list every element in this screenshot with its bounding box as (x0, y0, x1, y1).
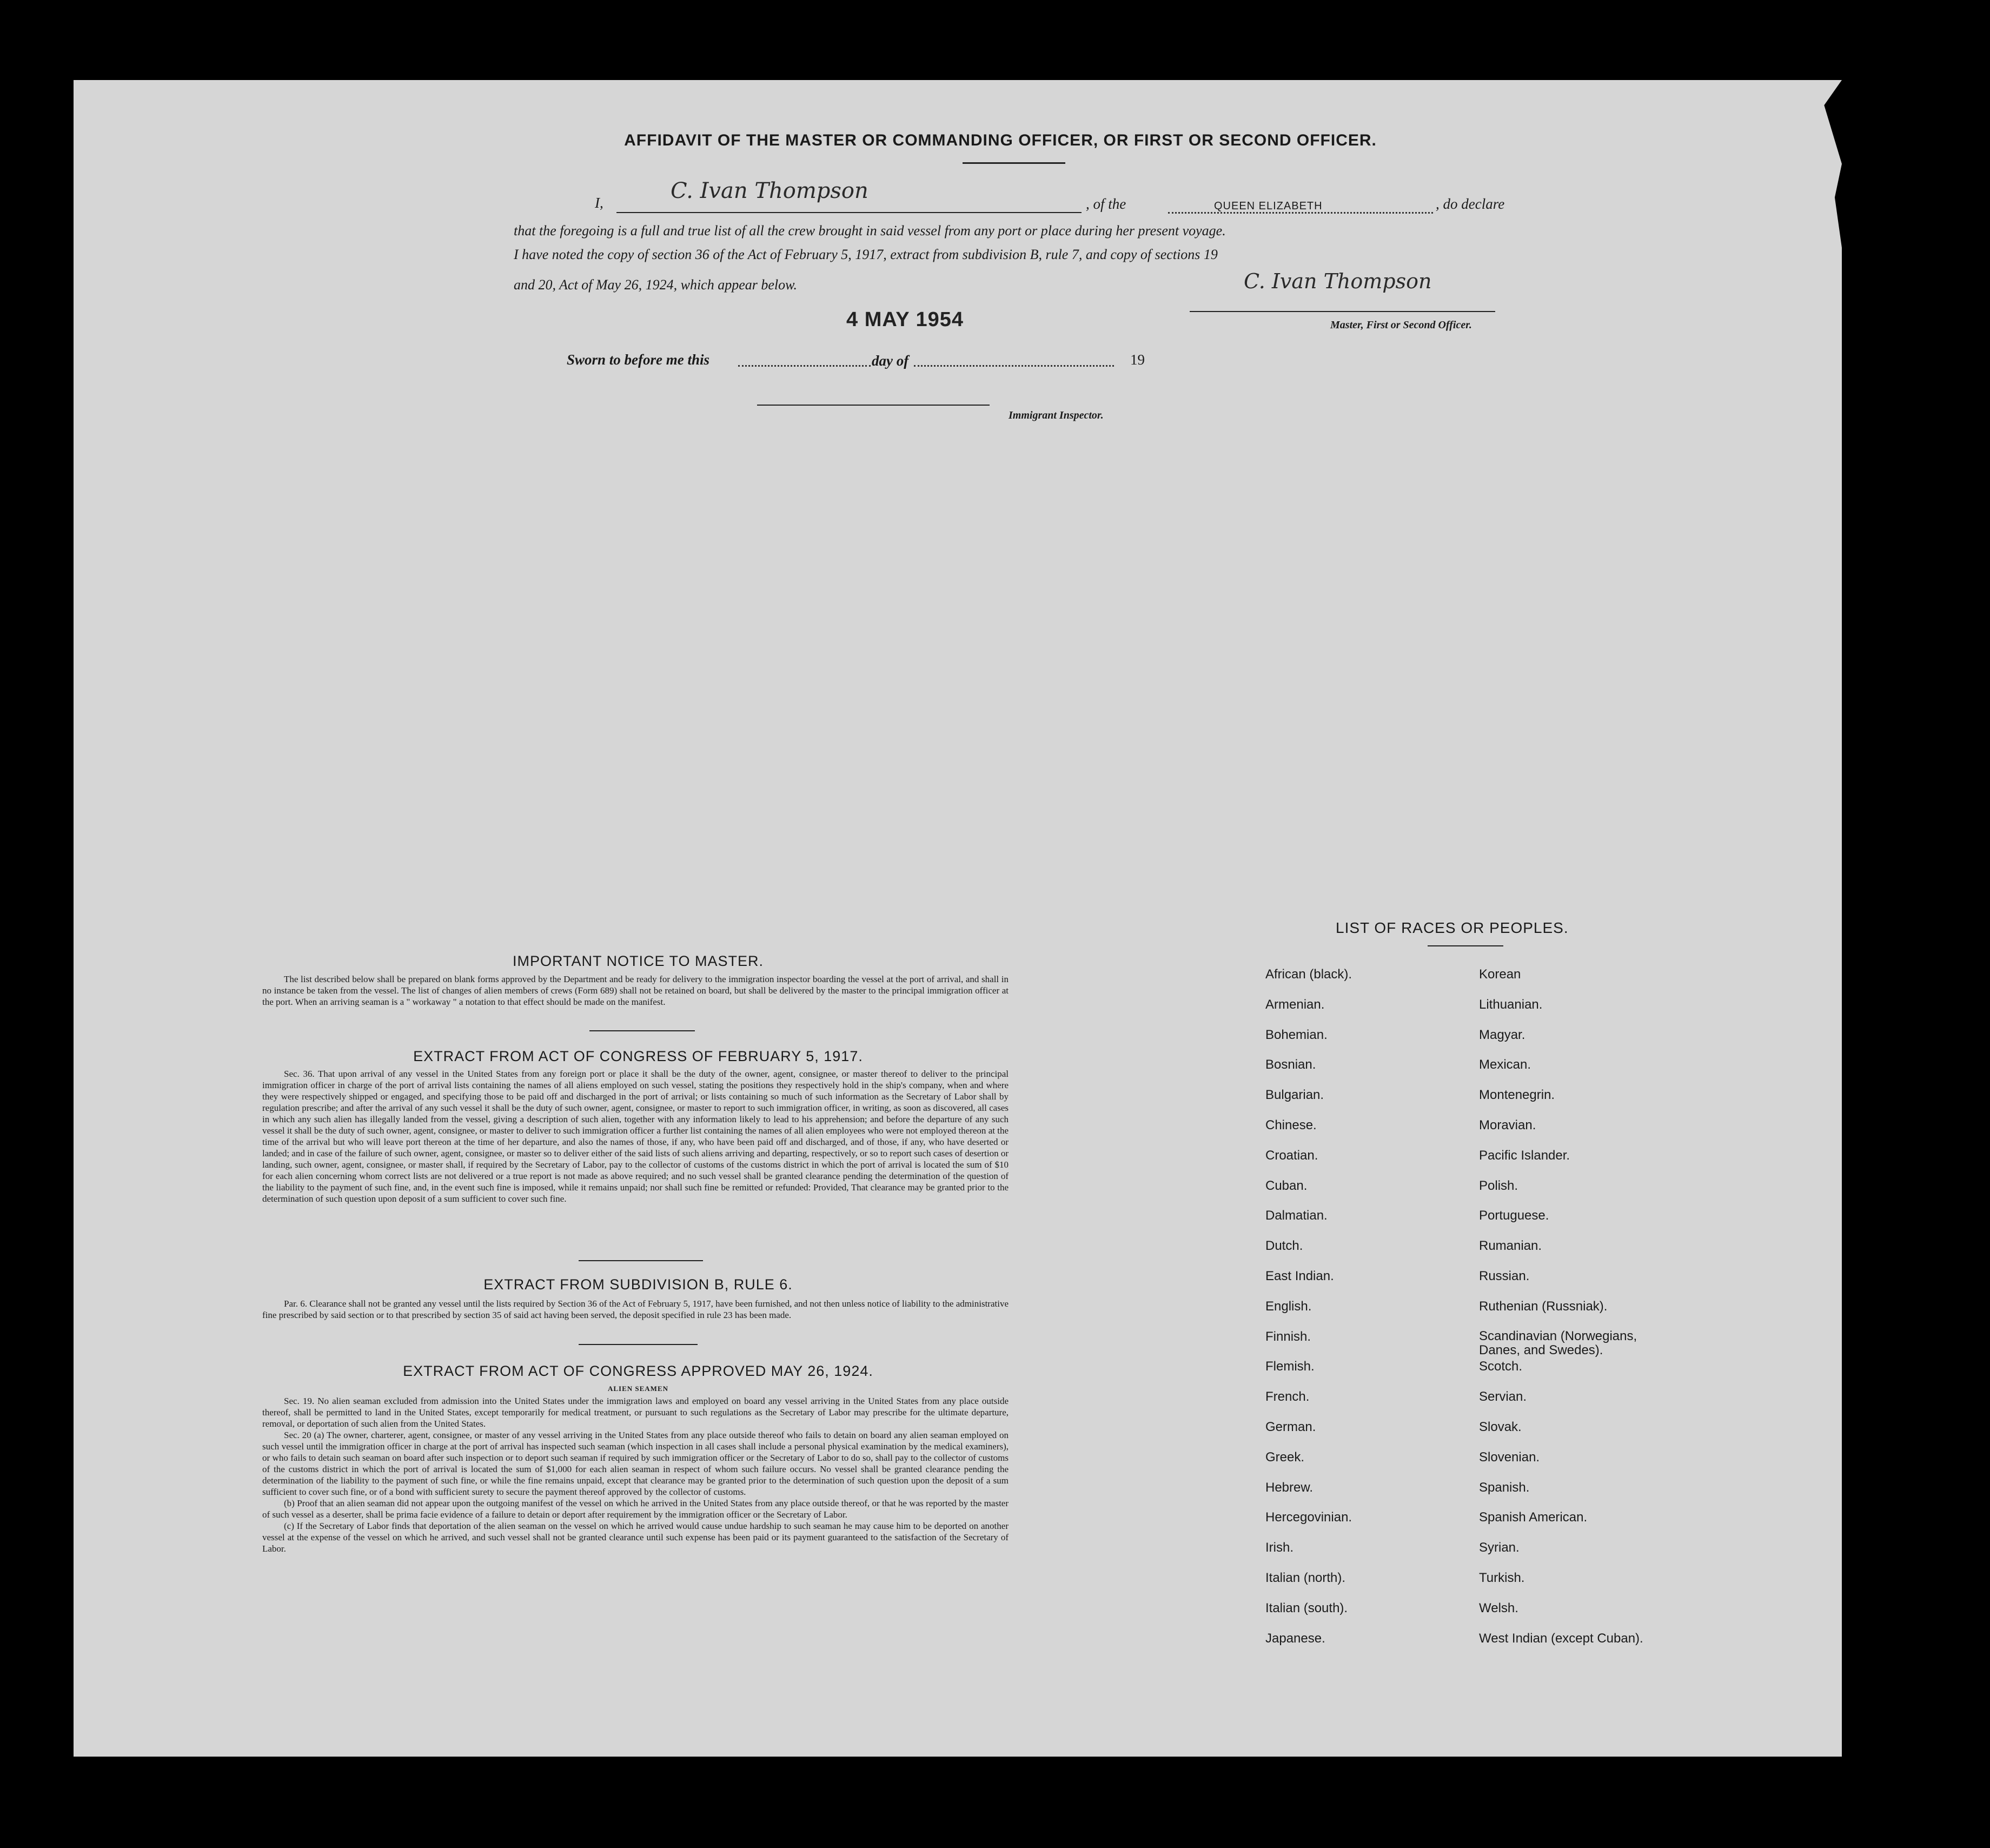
race-item-left: German. (1265, 1420, 1316, 1434)
affidavit-body-line-2: that the foregoing is a full and true list of all the crew brought in said vessel from any port or place during her present voyage. (514, 223, 1226, 239)
race-item-left: Dutch. (1265, 1238, 1303, 1254)
divider (589, 1030, 695, 1031)
notice-body (262, 973, 1009, 1008)
race-item-right: Montenegrin. (1479, 1088, 1555, 1103)
declarant-line (616, 212, 1082, 213)
divider (579, 1344, 698, 1345)
race-item-right: Servian. (1479, 1389, 1527, 1405)
race-item-left: Bulgarian. (1265, 1088, 1324, 1103)
day-of-label: day of (872, 353, 909, 369)
date-stamp: 4 MAY 1954 (846, 308, 964, 331)
year-prefix: 19 (1130, 352, 1145, 368)
punch-hole (1874, 328, 1902, 356)
race-item-left: Croatian. (1265, 1148, 1318, 1163)
race-item-left: Greek. (1265, 1449, 1305, 1465)
races-title: LIST OF RACES OR PEOPLES. (1336, 919, 1569, 936)
race-item-right: Moravian. (1479, 1118, 1536, 1132)
vessel-line (1168, 212, 1433, 214)
race-item-right: Pacific Islander. (1479, 1148, 1570, 1163)
race-item-right: Mexican. (1479, 1057, 1531, 1072)
notice-title: IMPORTANT NOTICE TO MASTER. (512, 953, 764, 969)
race-item-right: Spanish American. (1479, 1510, 1588, 1525)
race-item-right: Portuguese. (1479, 1208, 1549, 1223)
race-item-left: Armenian. (1265, 997, 1325, 1012)
race-item-right: Syrian. (1479, 1540, 1520, 1555)
vessel-name: QUEEN ELIZABETH (1214, 200, 1323, 212)
race-item-right: Turkish. (1479, 1571, 1525, 1585)
race-item-right: Scandinavian (Norwegians, Danes, and Swedes). (1479, 1328, 1637, 1357)
punch-hole (1874, 1318, 1902, 1346)
race-item-left: Japanese. (1265, 1631, 1325, 1646)
race-item-right: Welsh. (1479, 1600, 1518, 1615)
affidavit-title: AFFIDAVIT OF THE MASTER OR COMMANDING OFFICER, OR FIRST OR SECOND OFFICER. (624, 131, 1377, 149)
of-the-label: , of the (1086, 196, 1126, 212)
declarant-signature: C. Ivan Thompson (671, 178, 868, 203)
extract-1917-title: EXTRACT FROM ACT OF CONGRESS OF FEBRUARY 5, 1917. (413, 1048, 863, 1064)
race-item-left: Cuban. (1265, 1178, 1308, 1193)
race-item-left: Irish. (1265, 1540, 1294, 1555)
sworn-day-line (738, 365, 871, 367)
sworn-month-line (914, 365, 1114, 367)
extract-1917-body (262, 1068, 1009, 1204)
race-item-right: Magyar. (1479, 1027, 1525, 1042)
race-item-right: Slovak. (1479, 1420, 1522, 1434)
notice-text: The list described below shall be prepared on blank forms approved by the Department and be ready for delivery to the immigration inspector boarding the vessel at the port of arrival, and shall in no instance be taken from the vessel. The list of changes of alien members of crews (Form 689) shall not be retained on board, but shall be delivered by the master to the principal immigration officer at the port. When an arriving seaman is a " workaway " a notation to that effect should be made on the manifest. (262, 974, 1009, 1007)
race-item-left: Hebrew. (1265, 1480, 1314, 1495)
race-item-left: French. (1265, 1389, 1310, 1405)
section-36-text: Sec. 36. That upon arrival of any vessel in the United States from any foreign port or place it shall be the duty of the owner, agent, consignee, or master thereof to deliver to the principal immigration officer in charge of the port of arrival lists containing the names of all aliens employed on such vessel, stating the positions they respectively hold in the ship's company, when and where they were respectively shipped or engaged, and specifying those to be paid off and discharged in the port of arrival; or lists containing so much of such information as the Secretary of Labor shall by regulation prescribe; and after the arrival of any such vessel it shall be the duty of such owner, agent, consignee, or master to report to such immigration officer, in writing, as soon as discovered, all cases in which any such alien has illegally landed from the vessel, giving a description of such alien, together with any information likely to lead to his apprehension; and before the departure of any such vessel it shall be the duty of such owner, agent, consignee, or master to deliver to such immigration officer a further list containing the names of all alien employees who were not employed thereon at the time of the arrival but who will leave port thereon at the time of her departure, and also the names of those, if any, who have been paid off and discharged, and of those, if any, who have deserted or landed; and in case of the failure of such owner, agent, consignee, or master so to deliver either of the said lists of such aliens arriving and departing, respectively, or so to report such cases of desertion or landing, such owner, agent, consignee, or master shall, if required by the Secretary of Labor, pay to the collector of customs of the customs district in which the port of arrival is located the sum of $10 for each alien concerning whom correct lists are not delivered or a true report is not made as above required; and no such vessel shall be granted clearance pending the determination of the question of the liability to the payment of such fine, and, in the event such fine is imposed, while it remains unpaid; nor shall such fine be remitted or refunded: Provided, That clearance may be granted prior to the determination of such question upon deposit of a sum sufficient to cover such fine. (262, 1069, 1009, 1204)
section-20a-text: Sec. 20 (a) The owner, charterer, agent, consignee, or master of any vessel arriving in the United States from any place outside thereof who fails to detain on board any alien seaman employed on such vessel until the immigration officer in charge at the port of arrival has inspected such seaman (which inspection in all cases shall include a personal physical examination by the medical examiners), or who fails to detain such seaman on board after such inspection or to deport such seaman if required by such immigration officer or the Secretary of Labor to do so, shall pay to the collector of customs of the customs district in which the port of arrival is located the sum of $1,000 for each alien seaman in respect of whom such failure occurs. No vessel shall be granted clearance pending the determination of the liability to the payment of such fine, or while the fine remains unpaid, except that clearance may be granted prior to the determination of such question upon the deposit of a sum sufficient to cover such fine, or of a bond with sufficient surety to secure the payment thereof approved by the collector of customs. (262, 1430, 1009, 1497)
rule-6-body (262, 1298, 1009, 1321)
inspector-signature-line (757, 405, 990, 406)
race-item-left: Dalmatian. (1265, 1208, 1328, 1223)
race-item-left: East Indian. (1265, 1269, 1334, 1283)
divider (579, 1260, 703, 1261)
race-item-left: Flemish. (1265, 1359, 1315, 1374)
punch-hole (1874, 1492, 1902, 1520)
rule-6-title: EXTRACT FROM SUBDIVISION B, RULE 6. (483, 1276, 793, 1293)
divider (1428, 945, 1503, 946)
do-declare-label: , do declare (1436, 196, 1505, 212)
officer-signature-line (1190, 311, 1495, 312)
race-item-right: Rumanian. (1479, 1238, 1542, 1254)
alien-seamen-subtitle: ALIEN SEAMEN (607, 1385, 669, 1393)
officer-signature: C. Ivan Thompson (1244, 269, 1432, 293)
section-19-text: Sec. 19. No alien seaman excluded from admission into the United States under the immigration laws and employed on board any vessel arriving in the United States from any place outside thereof, shall be permitted to land in the United States, except temporarily for medical treatment, or pursuant to such regulations as the Secretary of Labor may prescribe for the ultimate departure, removal, or deportation of such alien from the United States. (262, 1396, 1009, 1429)
punch-hole (1873, 591, 1901, 619)
sworn-label: Sworn to before me this (567, 352, 710, 368)
race-item-right: Ruthenian (Russniak). (1479, 1299, 1608, 1314)
extract-1924-body (262, 1395, 1009, 1554)
extract-1924-title: EXTRACT FROM ACT OF CONGRESS APPROVED MAY 26, 1924. (403, 1363, 873, 1379)
declarant-prefix: I, (595, 195, 603, 211)
race-item-right: Spanish. (1479, 1480, 1530, 1495)
race-item-left: Chinese. (1265, 1118, 1317, 1132)
affidavit-body-line-3: I have noted the copy of section 36 of the Act of February 5, 1917, extract from subdivision B, rule 7, and copy of sections 19 (514, 247, 1218, 262)
race-item-left: Bohemian. (1265, 1027, 1328, 1042)
punch-hole (1874, 1575, 1902, 1604)
rule-6-text: Par. 6. Clearance shall not be granted any vessel until the lists required by Section 36 of the Act of February 5, 1917, have been furnished, and not then unless notice of liability to the administrative fine prescribed by said section or to that prescribed by section 35 of said act having been served, the deposit specified in rule 23 has been made. (262, 1299, 1009, 1320)
affidavit-body-line-4: and 20, Act of May 26, 1924, which appear below. (514, 277, 798, 293)
punch-hole (1874, 675, 1902, 703)
race-item-left: Hercegovinian. (1265, 1510, 1352, 1525)
race-item-left: Finnish. (1265, 1329, 1311, 1344)
race-item-left: Italian (south). (1265, 1600, 1348, 1615)
race-item-right: Slovenian. (1479, 1449, 1540, 1465)
inspector-caption: Immigrant Inspector. (1009, 409, 1104, 421)
section-20c-text: (c) If the Secretary of Labor finds that deportation of the alien seaman on the vessel on which he arrived would cause undue hardship to such seaman he may cause him to be deported on another vessel at the expense of the vessel on which he arrived, and such vessel shall not be granted clearance until such expense has been paid or its payment guaranteed to the satisfaction of the Secretary of Labor. (262, 1521, 1009, 1554)
race-item-left: Italian (north). (1265, 1571, 1346, 1585)
race-item-right: Scotch. (1479, 1359, 1523, 1374)
race-item-left: English. (1265, 1299, 1312, 1314)
section-20b-text: (b) Proof that an alien seaman did not appear upon the outgoing manifest of the vessel on which he arrived in the United States from any place outside thereof, or that he was reported by the master of such vessel as a deserter, shall be prima facie evidence of a failure to detain or deport after requirement by the immigration officer or the Secretary of Labor. (262, 1498, 1009, 1520)
race-item-right: West Indian (except Cuban). (1479, 1631, 1643, 1646)
divider (963, 162, 1065, 164)
race-item-right: Russian. (1479, 1269, 1530, 1283)
race-item-left: Bosnian. (1265, 1057, 1316, 1072)
race-item-left: African (black). (1265, 967, 1352, 982)
race-item-right: Polish. (1479, 1178, 1518, 1193)
punch-hole (1874, 1234, 1902, 1262)
race-item-right: Korean (1479, 967, 1521, 982)
race-item-right: Lithuanian. (1479, 997, 1543, 1012)
officer-caption: Master, First or Second Officer. (1330, 319, 1472, 331)
